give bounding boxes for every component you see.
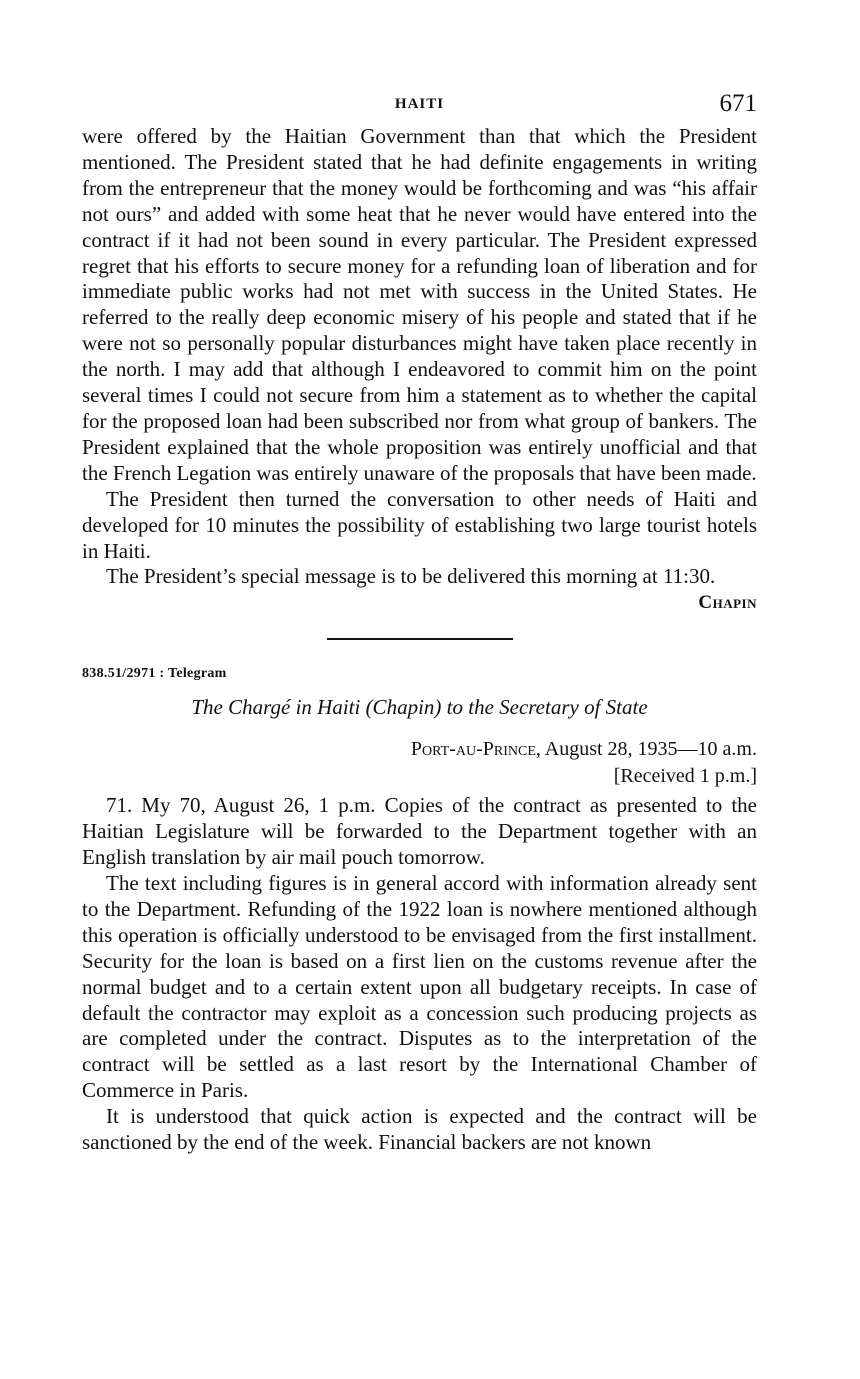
received-note: [Received 1 p.m.] <box>613 765 757 788</box>
running-header <box>82 90 757 124</box>
document-page <box>82 90 757 1156</box>
document-heading: The Chargé in Haiti (Chapin) to the Secretary of State <box>191 695 648 720</box>
section-divider <box>327 638 513 640</box>
body-paragraph: 71. My 70, August 26, 1 p.m. Copies of the contract as presented to the Haitian Legislature will be forwarded to the Department together with an English translation by air mail pouch tomorrow. <box>82 793 757 870</box>
body-paragraph: The President’s special message is to be delivered this morning at 11:30. <box>106 564 716 589</box>
continued-paragraph: were offered by the Haitian Government than that which the President mentioned. The President stated that he had definite engagements in writing from the entrepreneur that the money would be forthcoming and was “his affair not ours” and added with some heat that he never would have entered into the contract if it had not been sound in every particular. The President expressed regret that his efforts to secure money for a refunding loan of liberation and for immediate public works had not met with success in the United States. He referred to the really deep economic misery of his people and stated that if he were not so personally popular disturbances might have taken place recently in the north. I may add that although I endeavored to commit him on the point several times I could not secure from him a statement as to whether the capital for the proposed loan had been subscribed nor from what group of bankers. The President explained that the whole proposition was entirely unofficial and that the French Legation was entirely unaware of the proposals that have been made. <box>82 124 757 485</box>
body-paragraph: The text including figures is in general accord with information already sent to the Department. Refunding of the 1922 loan is nowhere mentioned although this operation is officially understood to be envisaged from the first installment. Security for the loan is based on a first lien on the customs revenue after the normal budget and to a certain extent upon all budgetary receipts. In case of default the contractor may exploit as a concession such producing projects as are completed under the contract. Disputes as to the interpretation of the contract will be settled as a last resort by the International Chamber of Commerce in Paris. <box>82 871 757 1103</box>
body-paragraph: The President then turned the conversation to other needs of Haiti and developed for 10 minutes the possibility of establishing two large tourist hotels in Haiti. <box>82 486 757 563</box>
file-reference: 838.51/2971 : Telegram <box>82 666 227 682</box>
dateline-place: Port-au-Prince, <box>410 738 541 761</box>
page-number: 671 <box>719 90 757 117</box>
running-title: HAITI <box>394 96 445 112</box>
body-paragraph: It is understood that quick action is expected and the contract will be sanctioned by the end of the week. Financial backers are not known <box>82 1104 757 1155</box>
dateline <box>82 736 757 763</box>
dateline-time: August 28, 1935—10 a.m. <box>540 738 757 761</box>
signature: Chapin <box>698 592 757 614</box>
